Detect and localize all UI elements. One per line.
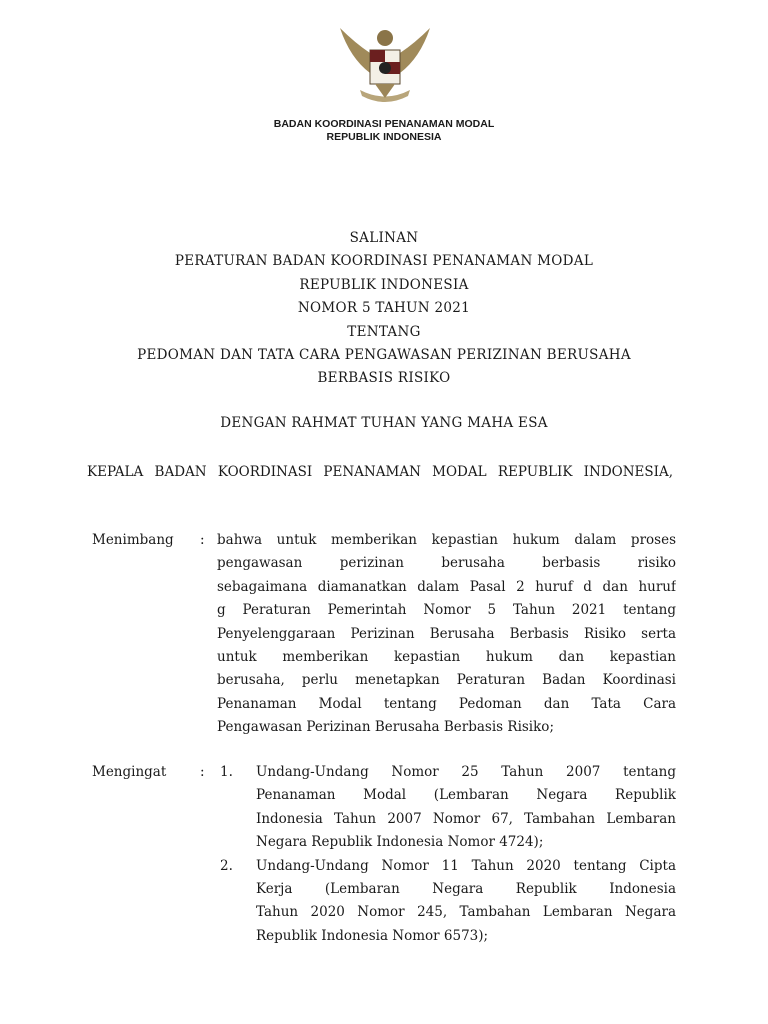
text-line: Penanaman Modal tentang Pedoman dan Tata Cara [217,695,676,712]
text-line: untuk memberikan kepastian hukum dan kepastian [217,649,676,665]
garuda-emblem-icon [330,18,440,113]
text-line: Republik Indonesia Nomor 6573); [256,927,489,944]
text-line: Undang-Undang Nomor 25 Tahun 2007 tentang [256,764,676,780]
text-line: berusaha, perlu menetapkan Peraturan Badan Koordinasi [217,672,676,689]
official-title: KEPALA BADAN KOORDINASI PENANAMAN MODAL REPUBLIK INDONESIA, [87,464,673,480]
list-item-number: 2. [220,857,233,874]
text-line: Undang-Undang Nomor 11 Tahun 2020 tentang Cipta [256,857,676,874]
agency-name-line1: BADAN KOORDINASI PENANAMAN MODAL [273,118,495,130]
mengingat-colon: : [200,764,205,780]
text-line: Tahun 2020 Nomor 245, Tambahan Lembaran Negara [256,904,676,921]
mengingat-label: Mengingat [92,764,167,780]
list-item-number: 1. [220,764,233,780]
title-line: BERBASIS RISIKO [317,370,451,386]
title-line: SALINAN [349,230,419,246]
text-line: Penanaman Modal (Lembaran Negara Republik [256,787,676,804]
title-line: NOMOR 5 TAHUN 2021 [297,300,471,316]
agency-name-line2: REPUBLIK INDONESIA [326,131,442,143]
text-line: g Peraturan Pemerintah Nomor 5 Tahun 2021 tentang [217,602,676,619]
title-line: TENTANG [347,324,421,340]
menimbang-label: Menimbang [92,532,174,548]
menimbang-colon: : [200,532,205,548]
title-line: REPUBLIK INDONESIA [299,277,469,293]
text-line: pengawasan perizinan berusaha berbasis risiko [217,555,676,572]
text-line: Penyelenggaraan Perizinan Berusaha Berbasis Risiko serta [217,625,676,642]
title-line: PERATURAN BADAN KOORDINASI PENANAMAN MODAL [174,253,594,269]
invocation: DENGAN RAHMAT TUHAN YANG MAHA ESA [220,415,548,431]
text-line: sebagaimana diamanatkan dalam Pasal 2 huruf d dan huruf [217,578,676,595]
text-line: Indonesia Tahun 2007 Nomor 67, Tambahan Lembaran [256,810,676,827]
text-line: Kerja (Lembaran Negara Republik Indonesia [256,881,676,897]
text-line: Negara Republik Indonesia Nomor 4724); [256,834,544,851]
text-line: Pengawasan Perizinan Berusaha Berbasis Risiko; [217,719,554,736]
text-line: bahwa untuk memberikan kepastian hukum dalam proses [217,532,676,548]
title-line: PEDOMAN DAN TATA CARA PENGAWASAN PERIZINAN BERUSAHA [137,347,631,363]
